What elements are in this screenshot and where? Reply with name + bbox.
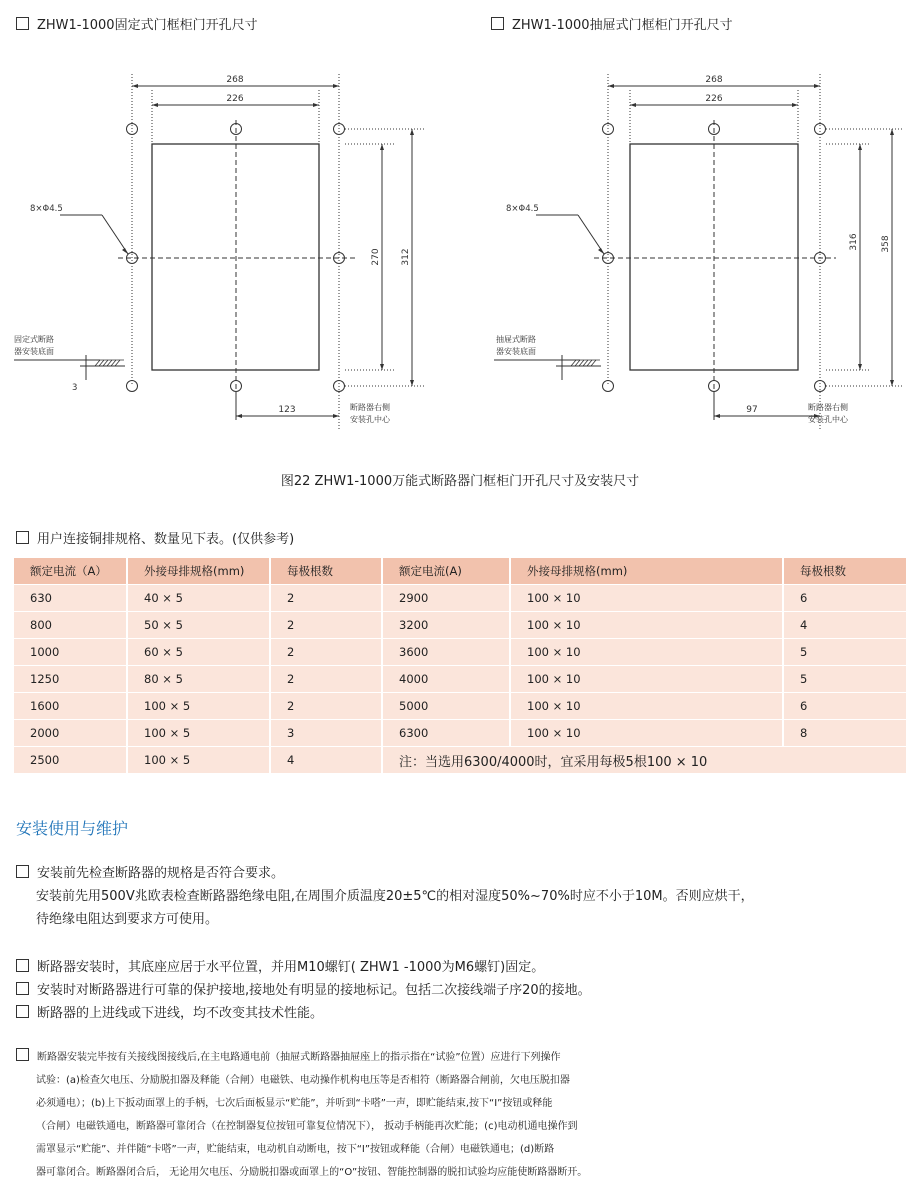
table-cell: 100 × 5	[127, 693, 270, 720]
header-cell: 每极根数	[270, 558, 382, 585]
figure-caption: 图22 ZHW1-1000万能式断路器门框柜门开孔尺寸及安装尺寸	[280, 474, 640, 489]
table-cell: 2900	[382, 585, 510, 612]
table-cell: 2	[270, 612, 382, 639]
table-cell: 6	[783, 693, 906, 720]
center-label-2: 安装孔中心	[808, 415, 848, 424]
table-cell: 100 × 10	[510, 693, 783, 720]
table-cell: 5	[783, 666, 906, 693]
table-cell: 100 × 10	[510, 612, 783, 639]
table-row	[14, 720, 906, 747]
checkbox-icon	[16, 17, 29, 30]
table-cell: 2	[270, 585, 382, 612]
table-cell: 100 × 10	[510, 666, 783, 693]
table-row	[14, 612, 906, 639]
table-row	[14, 639, 906, 666]
right-figure-title: ZHW1-1000抽屉式门框柜门开孔尺寸	[491, 14, 733, 33]
table-cell: 3	[270, 720, 382, 747]
dim-outer-height: 312	[401, 248, 411, 266]
dim-inner-width: 226	[226, 94, 244, 104]
table-row	[14, 693, 906, 720]
checkbox-icon	[16, 865, 29, 878]
table-cell: 2000	[14, 720, 127, 747]
table-intro: 用户连接铜排规格、数量见下表。(仅供参考)	[16, 528, 294, 547]
right-door-drawing	[460, 60, 920, 445]
table-cell: 4	[783, 612, 906, 639]
left-figure-title: ZHW1-1000固定式门框柜门开孔尺寸	[16, 14, 258, 33]
header-cell: 外接母排规格(mm)	[127, 558, 270, 585]
table-cell: 40 × 5	[127, 585, 270, 612]
table-cell: 3200	[382, 612, 510, 639]
table-cell: 100 × 10	[510, 585, 783, 612]
center-label-1: 断路器右侧	[808, 403, 848, 412]
item-operation-test: 断路器安装完毕按有关接线图接线后,在主电路通电前（抽屉式断路器抽屉座上的指示指在“试验”位置）应进行下列操作 试验：(a)检查欠电压、分励脱扣器及释能（合闸）电磁铁、电动操作机构电压等是否相符（断路器合闸前，欠电压脱扣器 必须通电）；(b)上下扳动面罩上的手柄，七次后面板显示“贮能”，并听到“卡嗒”一声，即贮能结束,按下“I”按钮或释能 （合闸）电磁铁通电，断路器可靠闭合（在控制器复位按钮可靠复位情况下）， 扳动手柄能再次贮能；(c)电动机通电操作到 需罩显示“贮能”、并伴随“卡嗒”一声，贮能结束，电动机自动断电，按下“I”按钮或释能（合闸）电磁铁通电；(d)断路 器可靠闭合。断路器闭合后， 无论用欠电压、分励脱扣器或面罩上的“O”按钮、智能控制器的脱扣试验均应能使断路器断开。	[16, 1046, 920, 1184]
table-cell: 100 × 5	[127, 747, 270, 774]
table-cell: 100 × 10	[510, 639, 783, 666]
dim-inner-height: 270	[371, 248, 381, 266]
dim-outer-width: 268	[705, 75, 723, 85]
checkbox-icon	[16, 1005, 29, 1018]
center-label-2: 安装孔中心	[350, 415, 390, 424]
table-cell: 100 × 10	[510, 720, 783, 747]
table-cell: 3600	[382, 639, 510, 666]
table-header-row	[14, 558, 906, 585]
item-mounting: 断路器安装时，其底座应居于水平位置，并用M10螺钉( ZHW1 -1000为M6螺钉)固定。 安装时对断路器进行可靠的保护接地,接地处有明显的接地标记。包括二次接线端子序20的接地。 断路器的上进线或下进线，均不改变其技术性能。	[16, 956, 916, 1025]
dim-inner-height: 316	[849, 233, 859, 251]
table-row	[14, 666, 906, 693]
base-label-1: 抽屉式断路	[496, 335, 536, 344]
table-row	[14, 747, 906, 774]
checkbox-icon	[16, 531, 29, 544]
table-cell: 2	[270, 693, 382, 720]
table-cell: 4	[270, 747, 382, 774]
table-cell: 100 × 5	[127, 720, 270, 747]
checkbox-icon	[491, 17, 504, 30]
header-cell: 外接母排规格(mm)	[510, 558, 783, 585]
checkbox-icon	[16, 982, 29, 995]
base-label-2: 器安装底面	[14, 347, 54, 356]
dim-hole-label: 8×Φ4.5	[506, 204, 539, 214]
dim-outer-width: 268	[226, 75, 244, 85]
table-cell: 1600	[14, 693, 127, 720]
table-cell: 4000	[382, 666, 510, 693]
table-cell: 2	[270, 639, 382, 666]
table-cell: 5000	[382, 693, 510, 720]
table-cell: 80 × 5	[127, 666, 270, 693]
table-cell: 6300	[382, 720, 510, 747]
table-cell: 5	[783, 639, 906, 666]
header-cell: 额定电流（A）	[14, 558, 127, 585]
dim-outer-height: 358	[881, 235, 891, 253]
table-note: 注：当选用6300/4000时，宜采用每极5根100 × 10	[382, 747, 906, 774]
table-cell: 1000	[14, 639, 127, 666]
header-cell: 每极根数	[783, 558, 906, 585]
table-cell: 8	[783, 720, 906, 747]
base-label-2: 器安装底面	[496, 347, 536, 356]
table-cell: 1250	[14, 666, 127, 693]
table-cell: 6	[783, 585, 906, 612]
busbar-spec-table	[14, 558, 906, 773]
table-cell: 2	[270, 666, 382, 693]
table-row	[14, 585, 906, 612]
dim-base-offset: 3	[72, 383, 78, 393]
table-cell: 800	[14, 612, 127, 639]
checkbox-icon	[16, 1048, 29, 1061]
dim-inner-width: 226	[705, 94, 723, 104]
dim-right-center: 123	[278, 405, 296, 415]
dim-hole-label: 8×Φ4.5	[30, 204, 63, 214]
table-cell: 630	[14, 585, 127, 612]
table-cell: 60 × 5	[127, 639, 270, 666]
table-cell: 50 × 5	[127, 612, 270, 639]
header-cell: 额定电流(A)	[382, 558, 510, 585]
item-pre-install-check: 安装前先检查断路器的规格是否符合要求。 安装前先用500V兆欧表检查断路器绝缘电阻,在周围介质温度20±5℃的相对湿度50%~70%时应不小于10M。否则应烘干， 待绝缘电阻达到要求方可使用。	[16, 862, 916, 931]
base-label-1: 固定式断路	[14, 335, 54, 344]
checkbox-icon	[16, 959, 29, 972]
table-cell: 2500	[14, 747, 127, 774]
section-title: 安装使用与维护	[16, 819, 129, 838]
dim-right-center: 97	[746, 405, 758, 415]
left-door-drawing	[0, 60, 460, 445]
center-label-1: 断路器右侧	[350, 403, 390, 412]
